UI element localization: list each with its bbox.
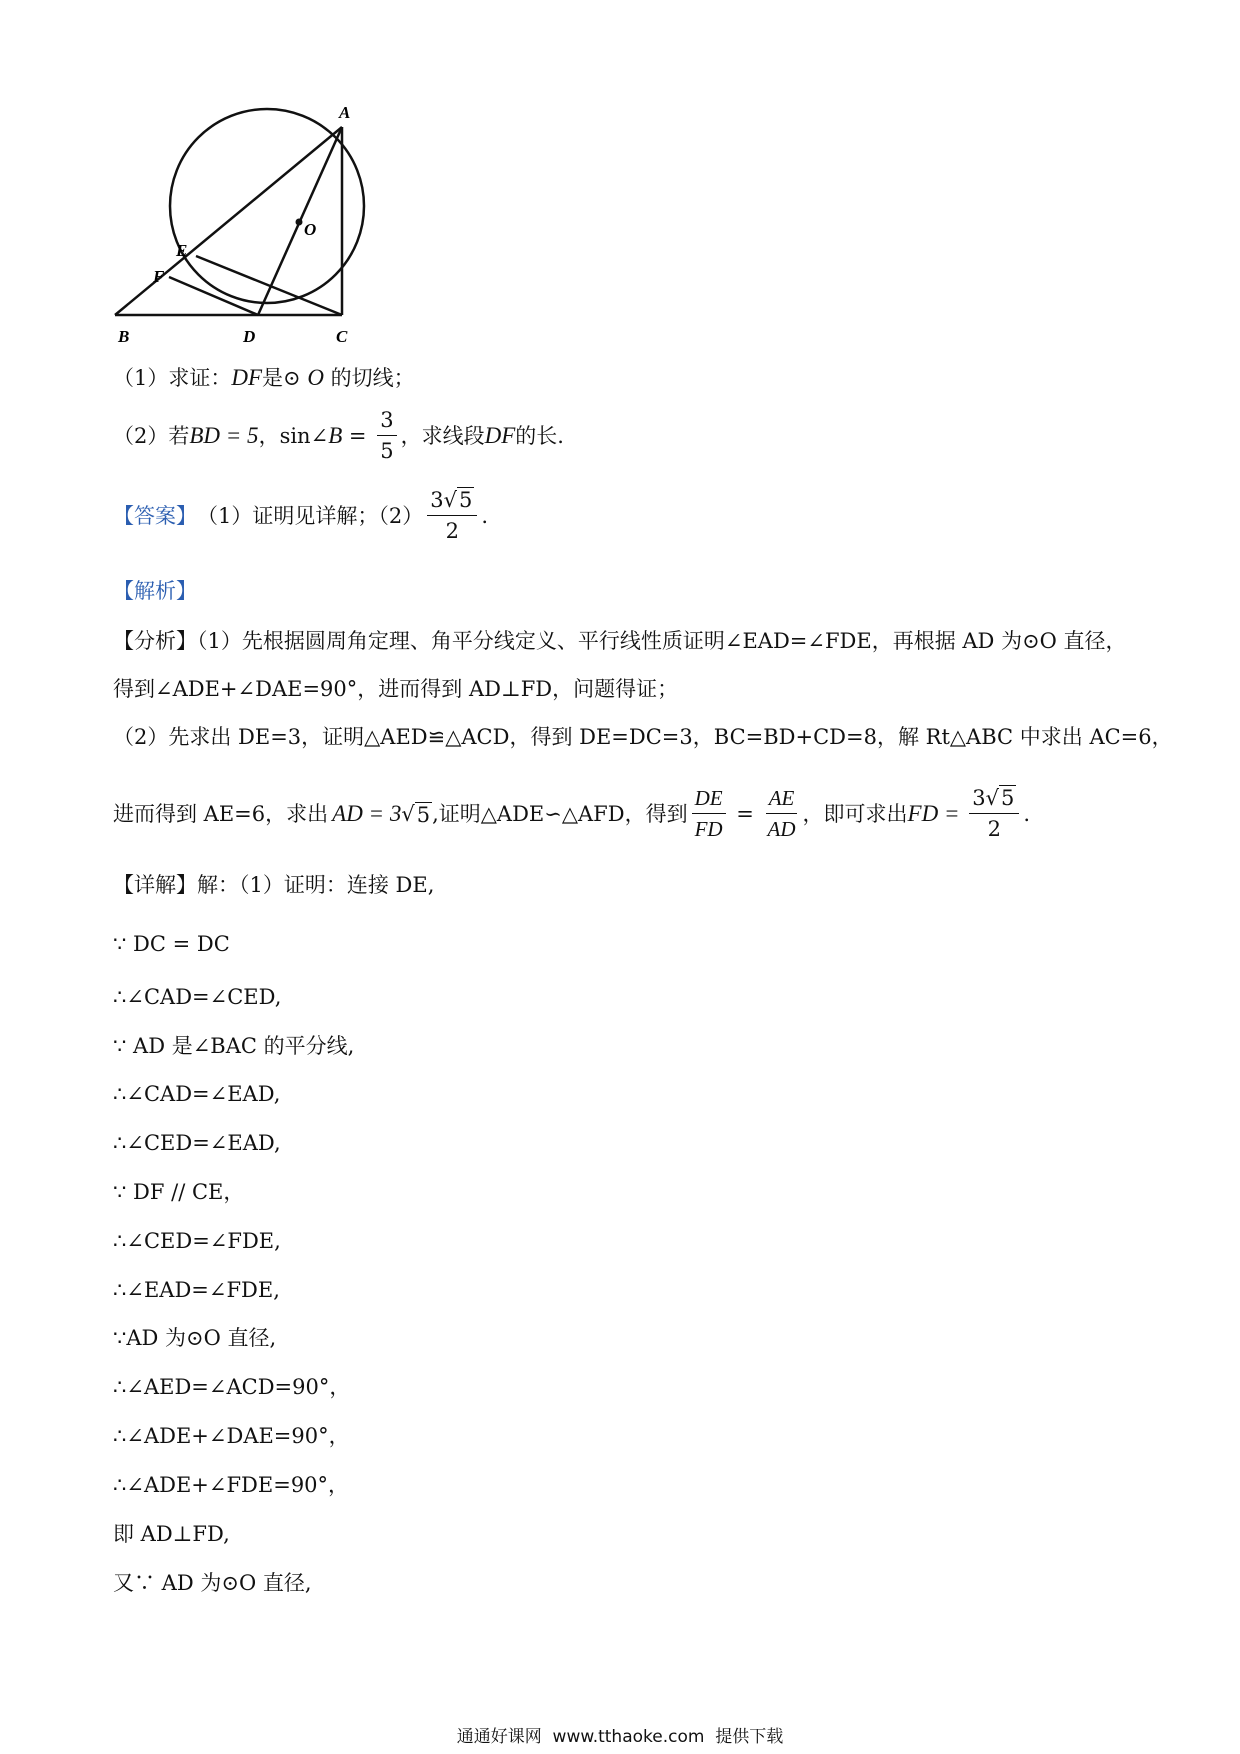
q1-mid: 是 (262, 366, 284, 390)
q1-suffix: 的切线； (330, 366, 415, 390)
radical-icon: √ (443, 488, 457, 512)
fenxi-4a: 进而得到 AE=6，求出 (113, 801, 329, 826)
q2-prefix: （2）若 (113, 423, 190, 448)
detail-step: ∴∠CED=∠EAD, (113, 1131, 281, 1155)
detail-step: ∴∠CAD=∠CED, (113, 985, 282, 1009)
analysis-tag: 【解析】 (113, 579, 197, 603)
circle-o (170, 109, 364, 303)
detail-step: 又∵ AD 为⊙O 直径, (113, 1571, 312, 1595)
q1-o: O (307, 365, 324, 390)
q2-b: B (328, 422, 343, 448)
detail-tag: 【详解】 (113, 873, 197, 897)
radical-icon: √ (985, 786, 999, 810)
detail-step: ∴∠EAD=∠FDE, (113, 1278, 280, 1302)
answer-frac-den: 2 (445, 519, 459, 543)
q2-fraction (377, 405, 396, 466)
label-a: A (339, 103, 351, 122)
detail-step: ∵AD 为⊙O 直径, (113, 1326, 277, 1350)
label-b: B (118, 327, 130, 346)
detail-step: ∵ DC = DC (113, 932, 230, 956)
center-dot (296, 219, 303, 226)
answer-text: （1）证明见详解；（2） (197, 503, 424, 528)
fenxi-4-ad: AD = 3 (332, 800, 402, 826)
answer-radicand: 5 (459, 488, 473, 512)
q1-df: DF (231, 365, 263, 390)
segment-df (169, 277, 258, 315)
answer-sqrt (444, 485, 475, 515)
q2-eq: = (342, 423, 374, 448)
q2-df: DF (484, 422, 516, 448)
detail-step: ∴∠CAD=∠EAD, (113, 1082, 281, 1106)
fenxi-line-4 (113, 783, 1030, 844)
page-footer: 通通好课网 www.tthaoke.com 提供下载 (456, 1727, 784, 1747)
fenxi-4-end: . (1023, 801, 1031, 826)
detail-step: ∴∠ADE+∠FDE=90°， (113, 1473, 350, 1497)
fenxi-4-frac3-den: 2 (987, 817, 1001, 841)
fenxi-4-frac3-num (969, 783, 1019, 814)
fenxi-line-1 (113, 627, 1127, 655)
fenxi-4-frac1-num: DE (692, 783, 726, 814)
fenxi-4-eq: = (729, 801, 761, 826)
q2-frac-den: 5 (380, 439, 394, 463)
answer-frac-num (427, 485, 477, 516)
q1-prefix: （1）求证： (113, 366, 232, 390)
fenxi-4-coef: 3 (972, 786, 986, 810)
fenxi-4c: ，即可求出 (802, 801, 908, 826)
answer-line (113, 485, 488, 546)
detail-step: ∵ DF // CE， (113, 1180, 245, 1204)
fenxi-4-frac2-num: AE (766, 783, 798, 814)
label-d: D (243, 327, 256, 346)
fenxi-4-frac3 (969, 783, 1019, 844)
geometry-figure (100, 95, 420, 355)
answer-fraction (427, 485, 477, 546)
answer-coef: 3 (430, 488, 444, 512)
answer-end: . (481, 503, 489, 528)
q2-bd: BD = 5 (189, 422, 259, 448)
fenxi-4-frac1 (692, 783, 726, 844)
fenxi-4-frac2 (765, 783, 799, 844)
q2-suffix-b: 的长. (515, 423, 564, 448)
detail-step: 即 AD⊥FD, (113, 1522, 230, 1546)
segment-ec (196, 256, 342, 315)
detail-intro: 解：（1）证明：连接 DE, (197, 873, 435, 897)
question-1 (113, 364, 415, 392)
fenxi-4-sqrt (401, 800, 432, 828)
detail-header (113, 871, 434, 899)
q2-suffix-a: ，求线段 (400, 423, 485, 448)
label-c: C (336, 327, 348, 346)
q2-comma: ， (258, 423, 280, 448)
question-2 (113, 405, 564, 466)
fenxi-text-1: （1）先根据圆周角定理、角平分线定义、平行线性质证明∠EAD=∠FDE，再根据 AD 为⊙O 直径， (197, 629, 1127, 653)
detail-step: ∴∠CED=∠FDE, (113, 1229, 281, 1253)
fenxi-4-radicand: 5 (416, 802, 431, 827)
fenxi-4-frac1-den: FD (694, 817, 723, 841)
q2-frac-num: 3 (377, 405, 396, 436)
fenxi-tag: 【分析】 (113, 629, 197, 653)
detail-step: ∴∠AED=∠ACD=90°， (113, 1375, 351, 1399)
label-f: F (153, 267, 165, 286)
detail-step: ∵ AD 是∠BAC 的平分线, (113, 1034, 355, 1058)
radical-icon: √ (401, 801, 415, 826)
q2-sin: sin∠ (279, 423, 329, 448)
fenxi-4-radicand2: 5 (1000, 786, 1015, 810)
detail-step: ∴∠ADE+∠DAE=90°， (113, 1424, 350, 1448)
label-e: E (176, 241, 188, 260)
fenxi-4-sqrt2 (986, 783, 1017, 813)
q1-circle-symbol: ⊙ (283, 366, 301, 390)
fenxi-4-frac2-den: AD (767, 817, 796, 841)
fenxi-line-2: 得到∠ADE+∠DAE=90°，进而得到 AD⊥FD，问题得证； (113, 677, 679, 701)
fenxi-line-3: （2）先求出 DE=3，证明△AED≌△ACD，得到 DE=DC=3，BC=BD+CD=8，解 Rt△ABC 中求出 AC=6， (113, 725, 1173, 749)
fenxi-4-fd: FD = (907, 800, 966, 826)
label-o: O (304, 220, 317, 239)
fenxi-4b: ,证明△ADE∽△AFD，得到 (432, 801, 688, 826)
answer-tag: 【答案】 (113, 503, 197, 528)
